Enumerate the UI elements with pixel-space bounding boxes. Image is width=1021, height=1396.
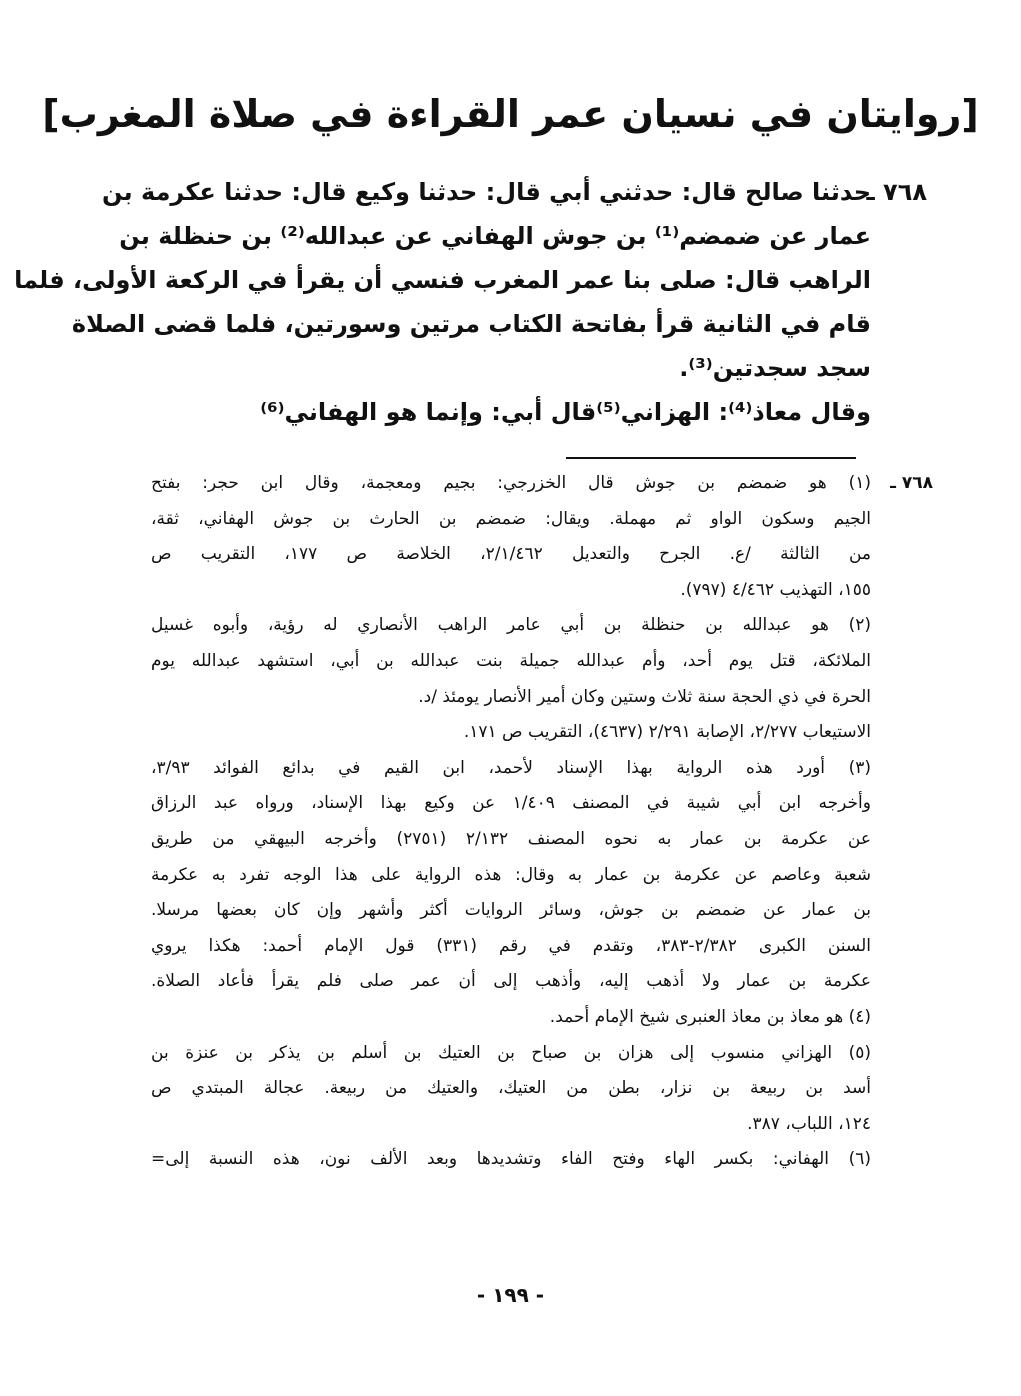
hadith-line: قام في الثانية قرأ بفاتحة الكتاب مرتين وسورتين، فلما قضى الصلاة — [71, 310, 871, 338]
footnote-line: شعبة وعاصم عن عكرمة بن عمار به وقال: هذه الرواية على هذا الوجه تفرد به عكرمة — [151, 864, 871, 885]
footnote-line: عكرمة بن عمار ولا أذهب إليه، وأذهب إلى أن عمر صلى فلم يقرأ فأعاد الصلاة. — [151, 971, 871, 992]
footnote-line: (٥) الهزاني منسوب إلى هزان بن صباح بن العتيك بن أسلم بن يذكر بن عنزة بن — [151, 1042, 871, 1063]
footnote-line: (٢) هو عبدالله بن حنظلة بن أبي عامر الراهب الأنصاري له رؤية، وأبوه غسيل — [151, 615, 871, 636]
footnote-line: عن عكرمة بن عمار به نحوه المصنف ٢/١٣٢ (٢٧٥١) وأخرجه البيهقي من طريق — [151, 828, 871, 849]
footnote-line: الاستيعاب ٢/٢٧٧، الإصابة ٢/٢٩١ (٤٦٣٧)، التقريب ص ١٧١. — [463, 722, 871, 743]
footnotes-number: ٧٦٨ ـ — [890, 473, 933, 493]
footnote-line: وأخرجه ابن أبي شيبة في المصنف ١/٤٠٩ عن وكيع بهذا الإسناد، ورواه عبد الرزاق — [151, 793, 871, 814]
footnote-line: بن عمار عن ضمضم بن جوش، وسائر الروايات أكثر وأشهر وإن كان بعضها مرسلا. — [151, 900, 871, 921]
hadith-number: ٧٦٨ ـ — [866, 178, 927, 206]
footnote-line: (٣) أورد هذه الرواية بهذا الإسناد لأحمد، ابن القيم في بدائع الفوائد ٣/٩٣، — [151, 757, 871, 778]
hadith-line: الراهب قال: صلى بنا عمر المغرب فنسي أن يقرأ في الركعة الأولى، فلما — [14, 266, 871, 294]
footnote-line: (٦) الهفاني: بكسر الهاء وفتح الفاء وتشديدها وبعد الألف نون، هذه النسبة إلى= — [151, 1149, 871, 1170]
footnote-line: الحرة في ذي الحجة سنة ثلاث وستين وكان أمير الأنصار يومئذ /د. — [418, 686, 871, 707]
footnote-line: ١٥٥، التهذيب ٤/٤٦٢ (٧٩٧). — [680, 579, 871, 600]
footnote-line: (٤) هو معاذ بن معاذ العنبرى شيخ الإمام أحمد. — [549, 1006, 871, 1027]
section-title: [روايتان في نسيان عمر القراءة في صلاة المغرب] — [42, 92, 979, 136]
footnote-line: الجيم وسكون الواو ثم مهملة. ويقال: ضمضم بن الحارث بن جوش الهفاني، ثقة، — [151, 508, 871, 529]
hadith-line: حدثنا صالح قال: حدثني أبي قال: حدثنا وكيع قال: حدثنا عكرمة بن — [102, 178, 871, 206]
hadith-line: وقال معاذ⁽⁴⁾: الهزاني⁽⁵⁾قال أبي: وإنما هو الهفاني⁽⁶⁾ — [260, 398, 871, 426]
page-number: - ١٩٩ - — [476, 1283, 545, 1307]
footnote-line: (١) هو ضمضم بن جوش قال الخزرجي: بجيم ومعجمة، وقال ابن حجر: بفتح — [151, 473, 871, 493]
footnote-separator — [566, 457, 856, 459]
footnote-line: ١٢٤، اللباب، ٣٨٧. — [747, 1113, 871, 1134]
footnote-line: أسد بن ربيعة بن نزار، بطن من العتيك، والعتيك من ربيعة. عجالة المبتدي ص — [151, 1078, 871, 1099]
footnote-line: السنن الكبرى ٢/٣٨٢-٣٨٣، وتقدم في رقم (٣٣١) قول الإمام أحمد: هكذا يروي — [151, 935, 871, 956]
hadith-line: سجد سجدتين⁽³⁾. — [679, 354, 871, 382]
hadith-text — [14, 170, 927, 434]
footnote-line: الملائكة، قتل يوم أحد، وأم عبدالله جميلة بنت عبدالله بن أبي، استشهد عبدالله يوم — [151, 650, 871, 671]
footnote-line: من الثالثة /ع. الجرح والتعديل ٢/١/٤٦٢، الخلاصة ص ١٧٧، التقريب ص — [151, 544, 871, 565]
footnotes — [151, 466, 933, 1178]
hadith-line: عمار عن ضمضم⁽¹⁾ بن جوش الهفاني عن عبدالله⁽²⁾ بن حنظلة بن — [119, 222, 871, 250]
